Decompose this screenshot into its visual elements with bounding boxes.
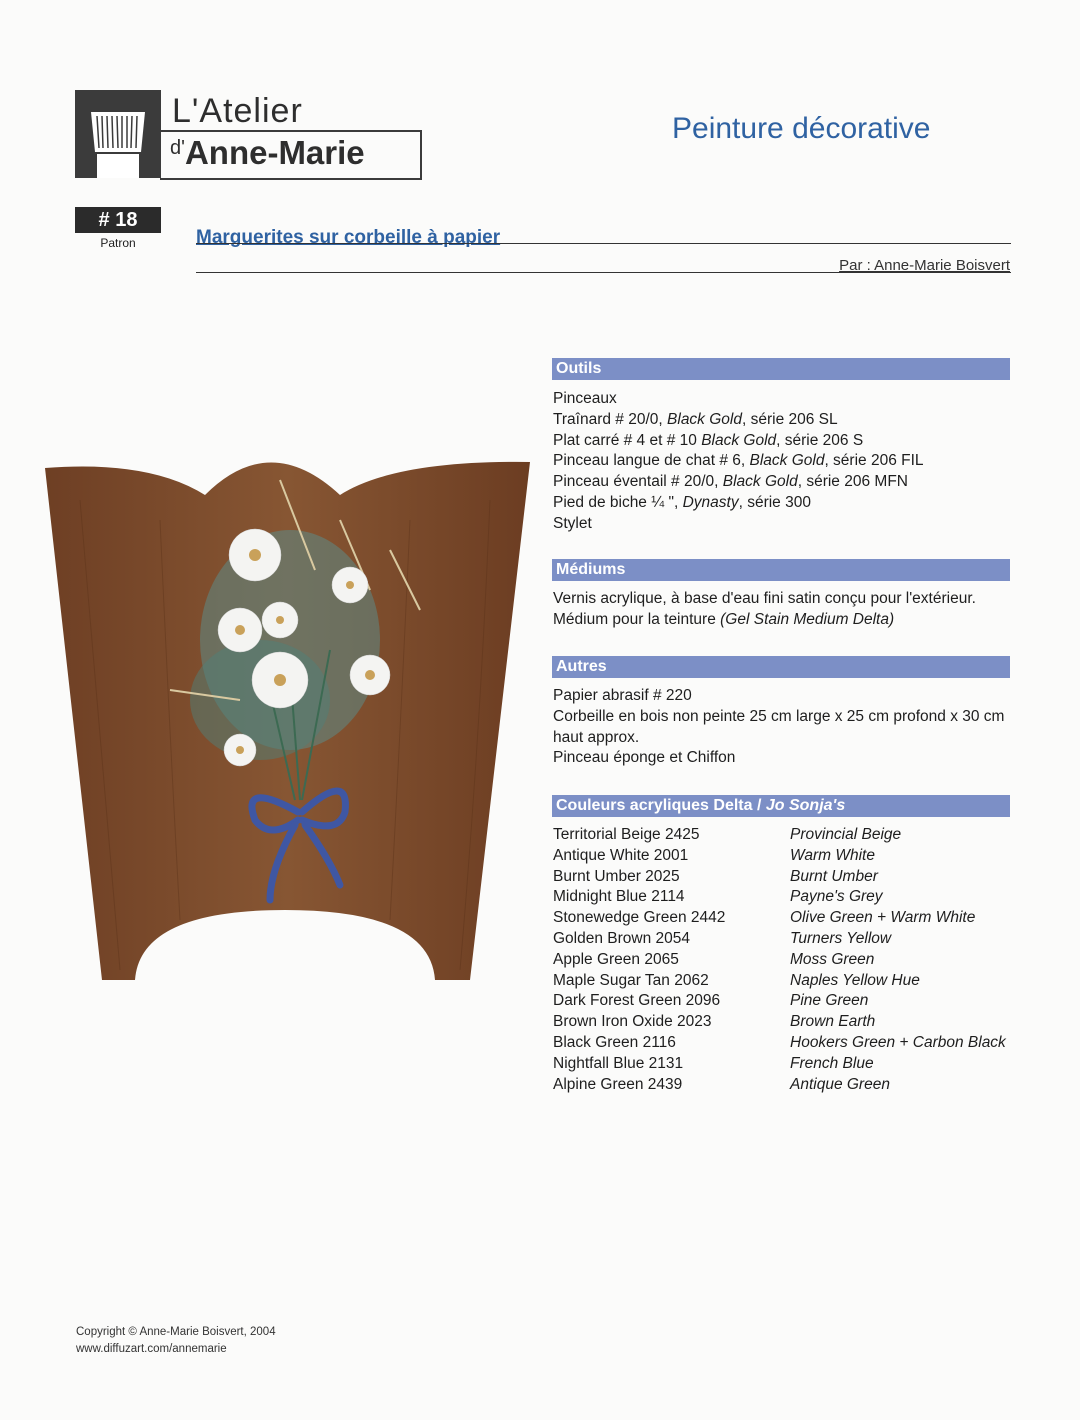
section-header-mediums: Médiums: [552, 559, 1010, 581]
delta-color: Apple Green 2065: [553, 950, 679, 968]
delta-color: Burnt Umber 2025: [553, 867, 680, 885]
section-body-mediums: [553, 589, 1013, 631]
color-row: [553, 908, 1013, 929]
section-header-autres: Autres: [552, 656, 1010, 678]
josonja-color: Hookers Green + Carbon Black: [790, 1033, 1006, 1051]
logo-name: Anne-Marie: [184, 134, 365, 171]
josonja-color: Provincial Beige: [790, 826, 902, 843]
logo-text-line2: [170, 134, 365, 172]
tool-line: Traînard # 20/0, Black Gold, série 206 SL: [553, 410, 838, 428]
josonja-color: Pine Green: [790, 992, 869, 1010]
tool-line: Pinceaux: [553, 390, 617, 407]
delta-color: Dark Forest Green 2096: [553, 992, 721, 1010]
tool-line: Stylet: [553, 514, 592, 532]
other-line: Corbeille en bois non peinte 25 cm large x 25 cm profond x 30 cm haut approx.: [553, 707, 1005, 746]
josonja-color: Naples Yellow Hue: [790, 971, 920, 989]
color-row: [553, 1012, 1013, 1033]
delta-color: Nightfall Blue 2131: [553, 1054, 684, 1072]
color-row: [553, 950, 1013, 971]
logo-text-line1: L'Atelier: [172, 92, 303, 130]
delta-color: Stonewedge Green 2442: [553, 909, 726, 927]
medium-line: Vernis acrylique, à base d'eau fini satin conçu pour l'extérieur.: [553, 590, 976, 607]
josonja-color: Burnt Umber: [790, 867, 878, 885]
josonja-color: Brown Earth: [790, 1013, 876, 1031]
color-row: [553, 929, 1013, 950]
tool-line: Pied de biche ¼ ", Dynasty, série 300: [553, 493, 811, 511]
other-line: Papier abrasif # 220: [553, 687, 692, 704]
logo-sup: d': [170, 137, 185, 159]
logo-mark: [75, 90, 161, 178]
color-row: [553, 887, 1013, 908]
copyright: Copyright © Anne-Marie Boisvert, 2004: [76, 1326, 276, 1338]
author-line: Par : Anne-Marie Boisvert: [839, 257, 1010, 274]
brush-icon: [75, 90, 161, 178]
pattern-label: Patron: [100, 236, 136, 250]
color-row: [553, 1075, 1013, 1096]
section-header-couleurs: Couleurs acryliques Delta / Jo Sonja's: [552, 795, 1010, 817]
footer: [76, 1324, 276, 1358]
color-row: [553, 991, 1013, 1012]
color-list: [553, 825, 1013, 1095]
josonja-color: Moss Green: [790, 950, 875, 968]
pattern-number-badge: # 18: [75, 207, 161, 233]
website-url: www.diffuzart.com/annemarie: [76, 1343, 227, 1355]
other-line: Pinceau éponge et Chiffon: [553, 749, 736, 767]
josonja-color: Payne's Grey: [790, 888, 883, 906]
color-row: [553, 825, 1013, 846]
tool-line: Plat carré # 4 et # 10 Black Gold, série 206 S: [553, 431, 864, 449]
josonja-color: Warm White: [790, 846, 875, 864]
tool-line: Pinceau éventail # 20/0, Black Gold, série 206 MFN: [553, 473, 908, 491]
divider: [196, 272, 1011, 273]
color-row: [553, 846, 1013, 867]
color-row: [553, 867, 1013, 888]
josonja-color: French Blue: [790, 1054, 874, 1072]
josonja-color: Turners Yellow: [790, 929, 892, 947]
header-title: Peinture décorative: [672, 112, 931, 145]
color-row: [553, 1054, 1013, 1075]
delta-color: Territorial Beige 2425: [553, 826, 700, 843]
section-header-outils: Outils: [552, 358, 1010, 380]
delta-color: Golden Brown 2054: [553, 929, 691, 947]
color-row: [553, 1033, 1013, 1054]
delta-color: Midnight Blue 2114: [553, 888, 685, 906]
medium-line: Médium pour la teinture (Gel Stain Medium Delta): [553, 610, 895, 628]
delta-color: Antique White 2001: [553, 846, 689, 864]
delta-color: Alpine Green 2439: [553, 1075, 683, 1093]
project-title: Marguerites sur corbeille à papier: [196, 227, 501, 248]
delta-color: Black Green 2116: [553, 1033, 676, 1051]
delta-color: Brown Iron Oxide 2023: [553, 1013, 712, 1031]
project-photo: [40, 440, 530, 1000]
delta-color: Maple Sugar Tan 2062: [553, 971, 709, 989]
color-row: [553, 971, 1013, 992]
section-body-outils: [553, 389, 1013, 535]
tool-line: Pinceau langue de chat # 6, Black Gold, série 206 FIL: [553, 452, 924, 470]
josonja-color: Olive Green + Warm White: [790, 909, 976, 927]
section-body-autres: [553, 686, 1013, 769]
divider: [196, 243, 1011, 244]
josonja-color: Antique Green: [790, 1075, 890, 1093]
